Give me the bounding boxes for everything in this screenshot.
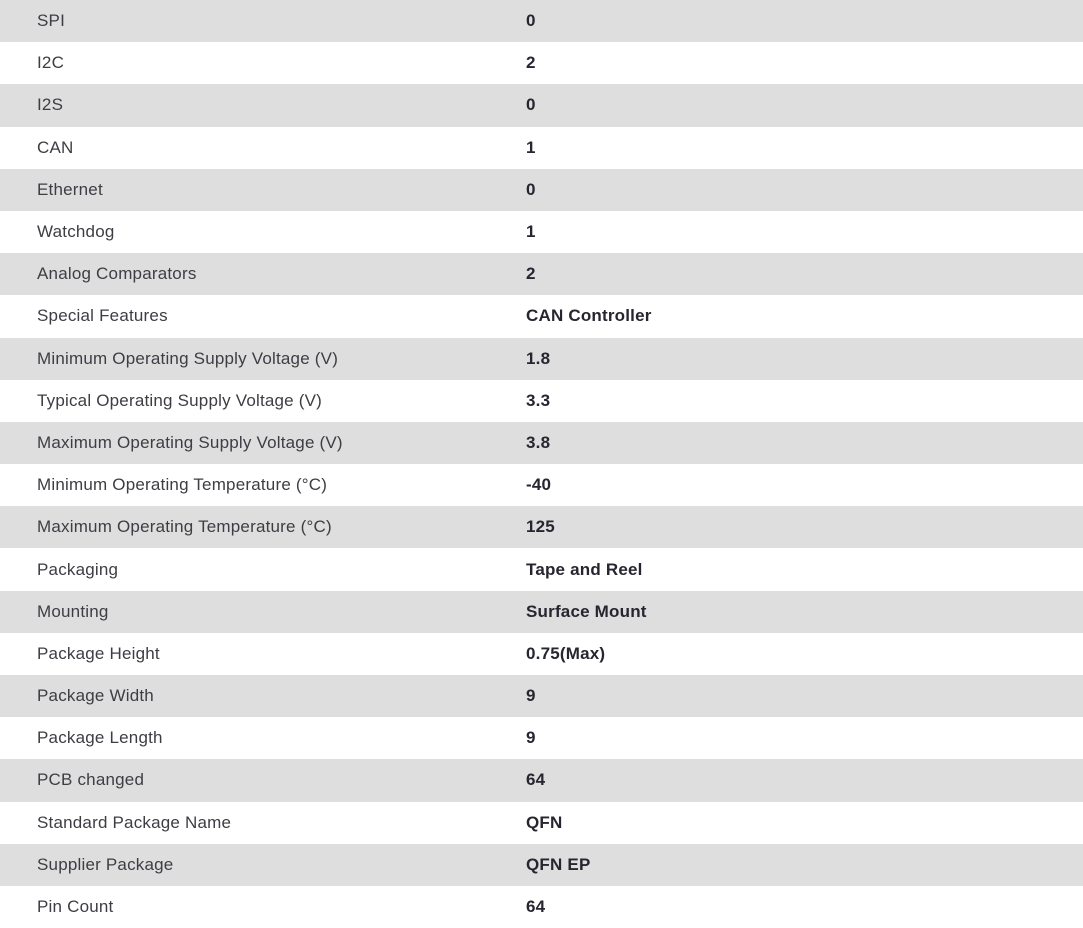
table-row <box>0 169 1083 211</box>
spec-label: Minimum Operating Temperature (°C) <box>37 475 328 495</box>
spec-value: QFN EP <box>526 854 591 874</box>
spec-value: 9 <box>526 728 536 748</box>
spec-value: Surface Mount <box>526 601 647 621</box>
spec-label: CAN <box>37 137 74 157</box>
table-row <box>0 717 1083 759</box>
spec-value: 1.8 <box>526 348 551 368</box>
spec-value: 0 <box>526 11 536 31</box>
table-row <box>0 380 1083 422</box>
table-row <box>0 886 1083 928</box>
spec-value: 64 <box>526 897 546 917</box>
spec-value: 0 <box>526 179 536 199</box>
spec-value: CAN Controller <box>526 306 652 326</box>
table-row <box>0 759 1083 801</box>
table-row <box>0 295 1083 337</box>
table-row <box>0 253 1083 295</box>
spec-label: Pin Count <box>37 897 114 917</box>
spec-value: 0 <box>526 95 536 115</box>
spec-value: 9 <box>526 686 536 706</box>
table-row <box>0 506 1083 548</box>
spec-label: Watchdog <box>37 222 115 242</box>
table-row <box>0 633 1083 675</box>
spec-label: I2C <box>37 53 65 73</box>
table-row <box>0 42 1083 84</box>
spec-label: Typical Operating Supply Voltage (V) <box>37 390 323 410</box>
spec-label: Package Width <box>37 686 154 706</box>
spec-label: Maximum Operating Temperature (°C) <box>37 517 332 537</box>
spec-label: Package Height <box>37 643 160 663</box>
spec-label: Supplier Package <box>37 854 174 874</box>
spec-value: 2 <box>526 53 536 73</box>
spec-label: Packaging <box>37 559 119 579</box>
table-row <box>0 548 1083 590</box>
table-row <box>0 0 1083 42</box>
spec-value: 2 <box>526 264 536 284</box>
spec-value: 125 <box>526 517 555 537</box>
spec-value: 1 <box>526 137 536 157</box>
spec-value: -40 <box>526 475 552 495</box>
spec-label: Analog Comparators <box>37 264 197 284</box>
spec-value: QFN <box>526 812 563 832</box>
spec-label: Special Features <box>37 306 168 326</box>
table-row <box>0 844 1083 886</box>
spec-label: Maximum Operating Supply Voltage (V) <box>37 432 343 452</box>
spec-value: 3.8 <box>526 432 551 452</box>
table-row <box>0 802 1083 844</box>
spec-value: 1 <box>526 222 536 242</box>
spec-label: PCB changed <box>37 770 145 790</box>
spec-value: 64 <box>526 770 546 790</box>
table-row <box>0 338 1083 380</box>
table-row <box>0 675 1083 717</box>
spec-label: Minimum Operating Supply Voltage (V) <box>37 348 339 368</box>
spec-label: Ethernet <box>37 179 103 199</box>
spec-value: 3.3 <box>526 390 551 410</box>
spec-value: Tape and Reel <box>526 559 643 579</box>
table-row <box>0 591 1083 633</box>
spec-value: 0.75(Max) <box>526 643 606 663</box>
table-row <box>0 211 1083 253</box>
spec-label: Standard Package Name <box>37 812 232 832</box>
table-row <box>0 127 1083 169</box>
table-row <box>0 84 1083 126</box>
spec-label: I2S <box>37 95 64 115</box>
spec-label: SPI <box>37 11 66 31</box>
table-row <box>0 464 1083 506</box>
spec-label: Package Length <box>37 728 163 748</box>
table-row <box>0 422 1083 464</box>
spec-label: Mounting <box>37 601 109 621</box>
